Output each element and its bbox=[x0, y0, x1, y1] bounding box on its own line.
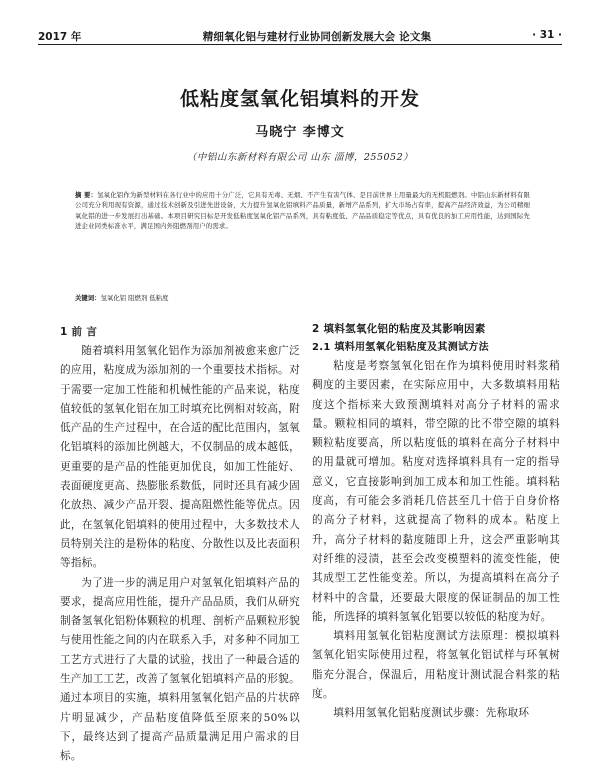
running-header bbox=[38, 27, 562, 43]
header-divider bbox=[38, 44, 562, 45]
keywords-block bbox=[75, 293, 530, 303]
header-journal-title: 精细氧化铝与建材行业协同创新发展大会 论文集 bbox=[202, 31, 432, 43]
section-1-paragraph-1: 随着填料用氢氧化铝作为添加剂被愈来愈广泛的应用，粘度成为添加剂的一个重要技术指标。对于需要一定加工性能和机械性能的产品来说，粘度值较低的氢氧化铝在加工时填充比例相对较高，附低产品的生产过程中，在合适的配比范围内，氢氧化铝填料的添加比例越大，不仅制品的成本越低，更重要的是产品的性能更加优良，如加工性能好、表面硬度更高、热膨胀系数低，同时还具有减少固化放热、减少产品开裂、提高阻燃性能等优点。因此，在氢氧化铝填料的使用过程中，大多数技术人员特别关注的是粉体的粘度、分散性以及比表面积等指标。 bbox=[60, 345, 300, 570]
header-year: 2017 年 bbox=[38, 31, 82, 43]
section-2-paragraph-2: 填料用氢氧化铝粘度测试方法原理：模拟填料氢氧化铝实际使用过程，将氢氧化铝试样与环氧树脂充分混合，保温后，用粘度计测试混合料浆的粘度。 bbox=[312, 630, 560, 701]
header-page-number: · 31 · bbox=[532, 29, 562, 41]
article-title: 低粘度氢氧化铝填料的开发 bbox=[179, 88, 420, 110]
right-column bbox=[312, 320, 560, 724]
abstract-block bbox=[75, 190, 530, 232]
author-affiliation: （中铝山东新材料有限公司 山东 淄博，255052） bbox=[186, 152, 414, 163]
abstract-text: 氢氧化铝作为新型材料在各行业中的应用十分广泛，它具有无毒、无烟、不产生有害气体、是目前世界上用量最大的无机阻燃剂。中铝山东新材料有限公司充分利用现有资源，通过技术创新及引进先进设备，大力提升氢氧化铝填料产品质量，新增产品系列，扩大市场占有率，提高产品经济效益，为公司精细氧化铝的进一步发展打出基础。本项目研究目标是开发低粘度氢氧化铝产品系列，具有粘度低、产品品质稳定等优点，具有优良的加工应用性能，达到国际先进企业同类标准水平，满足国内外阻燃剂用户的需求。 bbox=[75, 191, 530, 231]
section-2-paragraph-3: 填料用氢氧化铝粘度测试步骤：先称取环 bbox=[333, 707, 530, 720]
keywords-label: 关键词： bbox=[75, 294, 101, 302]
article-authors: 马晓宁 李博文 bbox=[255, 125, 345, 140]
abstract-label: 摘 要： bbox=[75, 191, 98, 199]
left-column bbox=[60, 323, 300, 767]
section-2-paragraph-1: 粘度是考察氢氧化铝在作为填料使用时料浆稍稠度的主要因素，在实际应用中，大多数填料用粘度这个指标来大致预测填料对高分子材料的需求量。颗粒相同的填料，带空隙的比不带空隙的填料颗粒粘度要高，所以粘度低的填料在高分子材料中的用量就可增加。粘度对选择填料具有一定的指导意义，它直接影响到加工成本和加工性能。填料粘度高，有可能会多消耗几倍甚至几十倍于自身价格的高分子材料，这就提高了物料的成本。粘度上升，高分子材料的黏度随即上升，这会严重影响其对纤维的浸渍，甚至会改变模塑料的流变性能，使其成型工艺性能变差。所以，为提高填料在高分子材料中的含量，还要最大限度的保证制品的加工性能，所选择的填料氢氧化铝要以较低的粘度为好。 bbox=[312, 360, 560, 623]
section-1-paragraph-2: 为了进一步的满足用户对氢氧化铝填料产品的要求，提高应用性能，提升产品品质，我们从研究制备氢氧化铝粉体颗粒的机理、剖析产品颗粒形貌与使用性能之间的内在联系入手，对多种不同加工工艺方式进行了大量的试验，找出了一种最合适的生产加工工艺，改善了氢氧化铝填料产品的形貌。通过本项目的实施，填料用氢氧化铝产品的片状碎片明显减少，产品粘度值降低至原来的50%以下，最终达到了提高产品质量满足用户需求的目标。 bbox=[60, 576, 300, 763]
section-2-1-heading: 2.1 填料用氢氧化铝粘度及其测试方法 bbox=[312, 342, 489, 353]
section-1-heading: 1 前 言 bbox=[60, 326, 98, 338]
section-2-heading: 2 填料氢氧化铝的粘度及其影响因素 bbox=[312, 323, 486, 335]
keywords-text: 氢氧化铝 阻燃剂 低粘度 bbox=[100, 294, 169, 302]
